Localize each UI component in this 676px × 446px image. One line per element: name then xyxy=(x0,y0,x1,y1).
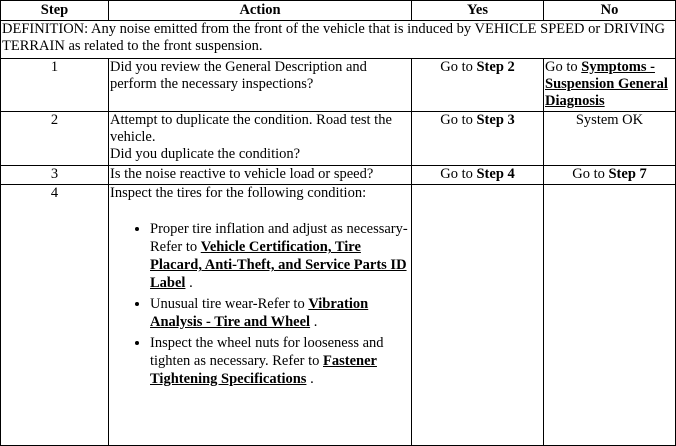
no-cell xyxy=(544,185,676,446)
action-intro: Inspect the tires for the following condition: xyxy=(110,185,367,201)
bullet-text: Proper tire inflation and adjust as necessary-Refer to xyxy=(150,221,408,255)
no-prefix: Go to xyxy=(572,166,609,182)
yes-prefix: Go to xyxy=(440,59,477,75)
yes-link-step-3[interactable]: Step 3 xyxy=(476,112,515,128)
definition-row xyxy=(1,21,676,59)
condition-list xyxy=(110,220,410,388)
step-number: 1 xyxy=(1,59,109,112)
bullet-suffix: . xyxy=(306,371,314,387)
definition-text: DEFINITION: Any noise emitted from the front of the vehicle that is induced by VEHICLE SPEED or DRIVING TERRAIN as related to the front suspension. xyxy=(1,21,676,59)
action-question: Did you duplicate the condition? xyxy=(110,146,301,162)
step-number: 3 xyxy=(1,166,109,185)
list-item xyxy=(150,334,410,388)
action-cell xyxy=(109,112,412,166)
link-vibration-analysis[interactable]: Vibration Analysis - Tire and Wheel xyxy=(150,296,369,330)
table-row xyxy=(1,166,676,185)
step-number: 2 xyxy=(1,112,109,166)
table-row xyxy=(1,112,676,166)
list-item xyxy=(150,220,410,292)
yes-cell xyxy=(412,185,544,446)
link-vehicle-certification[interactable]: Vehicle Certification, Tire Placard, Anti-Theft, and Service Parts ID Label xyxy=(150,239,407,291)
no-link-symptoms[interactable]: Symptoms - Suspension General Diagnosis xyxy=(545,59,668,109)
yes-link-step-4[interactable]: Step 4 xyxy=(476,166,515,182)
no-cell xyxy=(544,166,676,185)
yes-link-step-2[interactable]: Step 2 xyxy=(476,59,515,75)
header-action: Action xyxy=(109,1,412,21)
step-number: 4 xyxy=(1,185,109,446)
bullet-suffix: . xyxy=(310,314,318,330)
yes-cell xyxy=(412,166,544,185)
yes-cell xyxy=(412,112,544,166)
no-cell xyxy=(544,59,676,112)
header-row xyxy=(1,1,676,21)
action-text: Did you review the General Description and perform the necessary inspections? xyxy=(109,59,412,112)
action-cell xyxy=(109,185,412,446)
yes-cell xyxy=(412,59,544,112)
action-text: Is the noise reactive to vehicle load or speed? xyxy=(109,166,412,185)
bullet-text: Inspect the wheel nuts for looseness and tighten as necessary. Refer to xyxy=(150,335,384,369)
link-fastener-specs[interactable]: Fastener Tightening Specifications xyxy=(150,353,377,387)
no-prefix: Go to xyxy=(545,59,582,75)
header-step: Step xyxy=(1,1,109,21)
yes-prefix: Go to xyxy=(440,112,477,128)
yes-prefix: Go to xyxy=(440,166,477,182)
table-row xyxy=(1,59,676,112)
bullet-text: Unusual tire wear-Refer to xyxy=(150,296,309,312)
no-link-step-7[interactable]: Step 7 xyxy=(608,166,647,182)
list-item xyxy=(150,295,410,331)
header-yes: Yes xyxy=(412,1,544,21)
table-row xyxy=(1,185,676,446)
no-cell: System OK xyxy=(544,112,676,166)
bullet-suffix: . xyxy=(185,275,193,291)
action-text: Attempt to duplicate the condition. Road test the vehicle. xyxy=(110,112,392,145)
header-no: No xyxy=(544,1,676,21)
